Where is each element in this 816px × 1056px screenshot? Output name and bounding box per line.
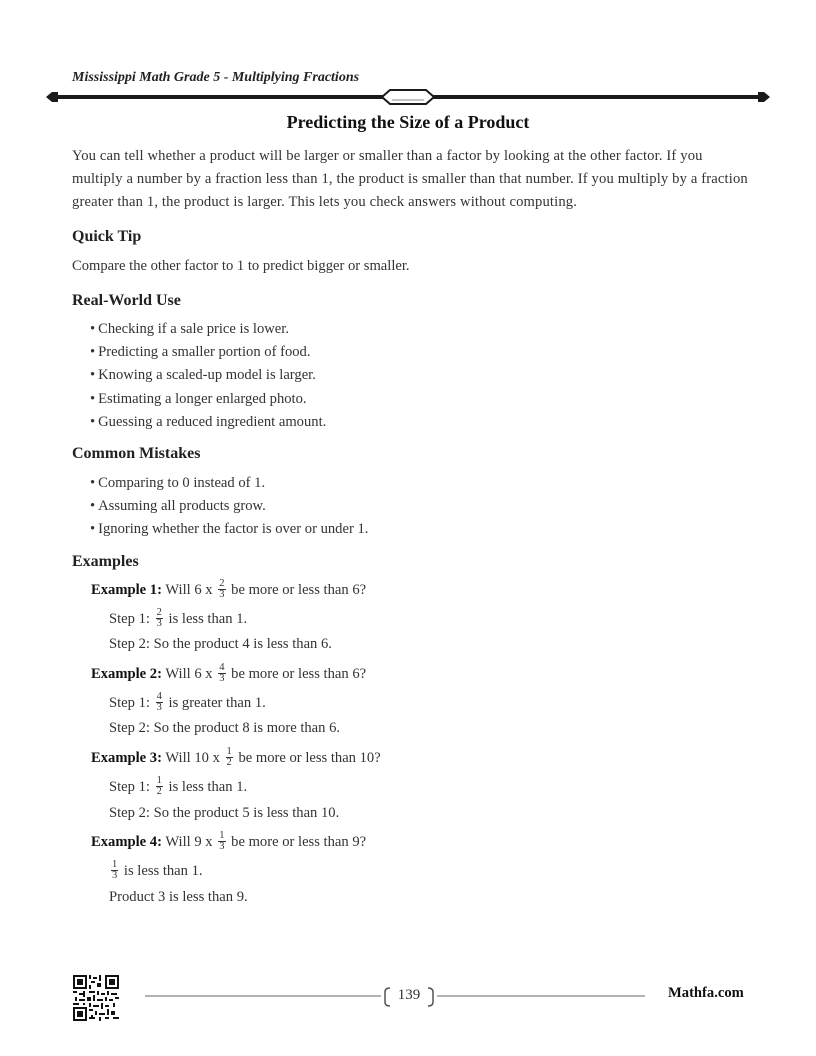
example-label: Example 3: <box>91 749 162 766</box>
question-prefix: Will 10 x <box>165 749 220 766</box>
example-1-step-2: Step 2: So the product 4 is less than 6. <box>109 636 332 652</box>
examples-heading: Examples <box>72 553 139 570</box>
intro-paragraph: You can tell whether a product will be larger or smaller than a factor by looking at the other factor. If you multiply a number by a fraction less than 1, the product is smaller than that number. If you multiply by a fraction greater than 1, the product is larger. This lets you check answers without computing. <box>72 148 748 211</box>
example-3-question <box>91 748 381 769</box>
question-suffix: be more or less than 6? <box>231 665 367 682</box>
list-item: • Guessing a reduced ingredient amount. <box>90 411 326 434</box>
step-prefix: Step 1: <box>109 778 150 795</box>
question-suffix: be more or less than 10? <box>238 749 381 766</box>
numerator: 2 <box>219 578 225 589</box>
example-3-step-2: Step 2: So the product 5 is less than 10. <box>109 805 340 821</box>
common-mistakes-heading: Common Mistakes <box>72 445 201 462</box>
step-text: is less than 1. <box>168 610 248 627</box>
example-2-step-2: Step 2: So the product 8 is more than 6. <box>109 720 341 736</box>
numerator: 4 <box>219 662 225 673</box>
example-2-question <box>91 664 366 685</box>
header-title: Mississippi Math Grade 5 - Multiplying Fractions <box>72 70 360 85</box>
list-item: • Ignoring whether the factor is over or under 1. <box>90 518 368 541</box>
example-1-question <box>91 580 366 601</box>
example-label: Example 1: <box>91 581 162 598</box>
example-2-step-1 <box>109 693 266 714</box>
qr-code-icon <box>73 975 119 1021</box>
fraction <box>226 747 233 768</box>
list-item: • Predicting a smaller portion of food. <box>90 341 326 364</box>
question-prefix: Will 6 x <box>165 665 213 682</box>
real-world-heading: Real-World Use <box>72 292 181 309</box>
denominator: 3 <box>219 589 225 600</box>
common-mistakes-list <box>90 472 368 542</box>
question-suffix: be more or less than 9? <box>231 833 367 850</box>
real-world-list <box>90 318 326 434</box>
list-item: • Knowing a scaled-up model is larger. <box>90 364 326 387</box>
fraction <box>218 579 225 600</box>
quick-tip-heading: Quick Tip <box>72 228 142 245</box>
site-name: Mathfa.com <box>668 985 744 1001</box>
denominator: 2 <box>226 757 232 768</box>
fraction <box>111 860 118 881</box>
example-label: Example 4: <box>91 833 162 850</box>
step-prefix: Step 1: <box>109 694 150 711</box>
numerator: 1 <box>219 830 225 841</box>
list-item: • Assuming all products grow. <box>90 495 368 518</box>
step-text: is greater than 1. <box>168 694 266 711</box>
example-3-step-1 <box>109 777 247 798</box>
fraction <box>156 692 163 713</box>
list-item: • Comparing to 0 instead of 1. <box>90 472 368 495</box>
step-prefix: Step 1: <box>109 610 150 627</box>
example-1-step-1 <box>109 609 247 630</box>
step-text: is less than 1. <box>168 778 248 795</box>
step-text: is less than 1. <box>123 862 203 879</box>
list-item: • Checking if a sale price is lower. <box>90 318 326 341</box>
page-number: 139 <box>397 987 421 1003</box>
fraction <box>218 663 225 684</box>
denominator: 3 <box>156 702 162 713</box>
question-suffix: be more or less than 6? <box>231 581 367 598</box>
example-4-step-2: Product 3 is less than 9. <box>109 889 248 905</box>
numerator: 1 <box>226 746 232 757</box>
header-divider <box>44 86 772 108</box>
denominator: 3 <box>219 841 225 852</box>
question-prefix: Will 6 x <box>165 581 213 598</box>
numerator: 4 <box>156 691 162 702</box>
quick-tip-text: Compare the other factor to 1 to predict bigger or smaller. <box>72 258 410 274</box>
denominator: 3 <box>156 618 162 629</box>
fraction <box>156 776 163 797</box>
example-4-step-1 <box>109 861 203 882</box>
numerator: 1 <box>112 859 118 870</box>
fraction <box>156 608 163 629</box>
fraction <box>218 831 225 852</box>
numerator: 1 <box>156 775 162 786</box>
denominator: 3 <box>219 673 225 684</box>
denominator: 2 <box>156 786 162 797</box>
section-title: Predicting the Size of a Product <box>286 112 530 132</box>
numerator: 2 <box>156 607 162 618</box>
list-item: • Estimating a longer enlarged photo. <box>90 388 326 411</box>
denominator: 3 <box>112 870 118 881</box>
example-4-question <box>91 832 366 853</box>
question-prefix: Will 9 x <box>165 833 213 850</box>
example-label: Example 2: <box>91 665 162 682</box>
